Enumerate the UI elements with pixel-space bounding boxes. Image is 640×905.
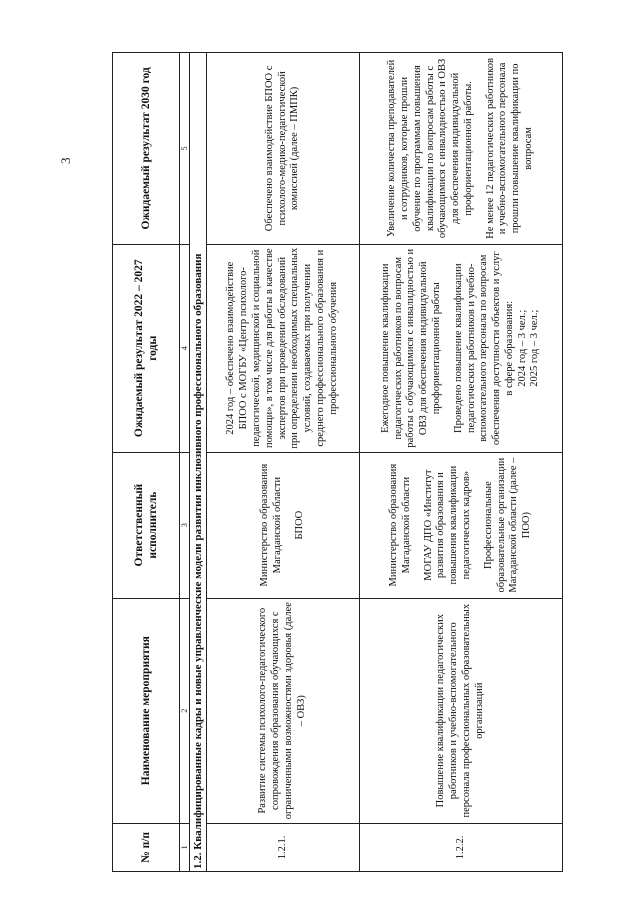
column-number: 5 (180, 53, 190, 245)
table-row (207, 53, 360, 872)
result-2030-cell (360, 53, 563, 245)
result-text: Проведено повышение квалификации педагогических работников и учебно-вспомогательного персонала по вопросам обеспечения доступности объектов и услуг в сфере образования: (452, 251, 515, 446)
header-number: № п/п (113, 823, 180, 871)
result-text: Увеличение количества преподавателей и сотрудников, которые прошли обучение по программам повышения квалификации по вопросам работы с обучающимися с инвалидностью и ОВЗ для обеспечения индивидуальной профориентационной работы. (386, 58, 474, 239)
section-title: 1.2. Квалифицированные кадры и новые управленческие модели развития инклюзивного профессионального образования (190, 53, 207, 872)
header-result-2030: Ожидаемый результат 2030 год (113, 53, 180, 245)
table-row (360, 53, 563, 872)
row-number: 1.2.2. (360, 823, 563, 871)
activity-table (112, 52, 563, 872)
row-number: 1.2.1. (207, 823, 360, 871)
executor-text: МОГАУ ДПО «Институт развития образования и повышения квалификации педагогических кадров» (422, 465, 472, 585)
result-2027-cell (360, 244, 563, 452)
header-activity-name: Наименование мероприятия (113, 598, 180, 823)
result-2030-cell (207, 53, 360, 245)
result-text: Не менее 12 педагогических работников и учебно-вспомогательного персонала прошли повышение квалификации по вопросам (484, 58, 535, 239)
result-text: 2024 год – обеспечено взаимодействие БПОО с МОГБУ «Центр психолого-педагогической, медицинской и социальной помощи», в том числе для работы в качестве экспертов при проведении обследований при определении необходимых специальных условий, создаваемых при получении среднего профессионального образования и профессионального обучения (225, 247, 339, 449)
column-number: 1 (180, 823, 190, 871)
executor-text: БПОО (293, 510, 305, 540)
executor-cell (360, 452, 563, 598)
header-executor: Ответственный исполнитель (113, 452, 180, 598)
column-number: 3 (180, 452, 190, 598)
result-text: 2024 год – 3 чел.; (516, 309, 528, 387)
result-text: Обеспечено взаимодействие БПОО с психолого-медико-педагогической комиссией (далее – ПМПК) (263, 65, 301, 232)
column-number: 2 (180, 598, 190, 823)
header-result-2027: Ожидаемый результат 2022 – 2027 годы (113, 244, 180, 452)
executor-text: Министерство образования Магаданской области (388, 463, 412, 587)
executor-text: Министерство образования Магаданской области (259, 463, 284, 587)
column-number: 4 (180, 244, 190, 452)
executor-text: Профессиональные образовательные организации Магаданской области (далее – ПОО) (482, 457, 533, 593)
result-text: 2025 год – 3 чел.; (529, 309, 541, 387)
activity-name: Развитие системы психолого-педагогического сопровождения образования обучающихся с ограниченными возможностями здоровья (далее – ОВЗ) (207, 598, 360, 823)
activity-name: Повышение квалификации педагогических работников и учебно-вспомогательного персонала профессиональных образовательных организаций (360, 598, 563, 823)
rotated-table-container (112, 52, 598, 872)
result-2027-cell (207, 244, 360, 452)
page-number: 3 (58, 157, 73, 164)
executor-cell (207, 452, 360, 598)
result-text: Ежегодное повышение квалификации педагогических работников по вопросам работы с обучающимися с инвалидностью и ОВЗ для обеспечения индивидуальной профориентационной работы (379, 248, 442, 448)
